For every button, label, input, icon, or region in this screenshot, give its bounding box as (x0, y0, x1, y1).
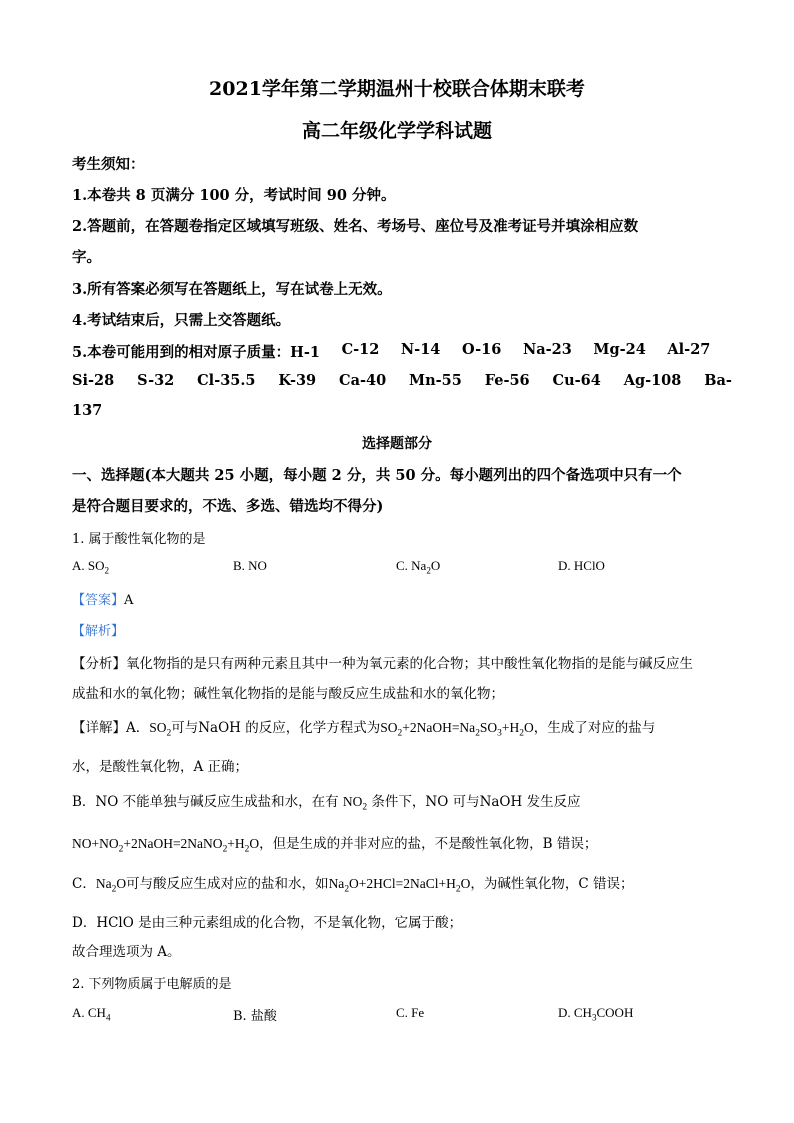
q1-detail-d: D．HClO 是由三种元素组成的化合物，不是氧化物，它属于酸； (72, 915, 463, 931)
q1-answer: 【答案】A (72, 593, 134, 608)
notice-item-3: 3.所有答案必须写在答题纸上，写在试卷上无效。 (72, 281, 392, 298)
atomic-mass-value: C-12 (341, 341, 380, 358)
atomic-mass-value: Ag-108 (623, 372, 682, 389)
atomic-mass-value: Al-27 (667, 341, 711, 358)
atomic-mass-value: Na-23 (522, 341, 572, 358)
atomic-mass-value: Ca-40 (339, 372, 387, 389)
notice-item-2: 2.答题前，在答题卷指定区域填写班级、姓名、考场号、座位号及准考证号并填涂相应数 (72, 218, 639, 235)
atomic-mass-row-1 (72, 341, 732, 362)
atomic-mass-value: Fe-56 (484, 372, 530, 389)
question-2-stem: 2. 下列物质属于电解质的是 (72, 977, 232, 992)
q1-detail-a-line-2: 水，是酸性氧化物，A 正确； (72, 759, 249, 775)
q2-option-a: A. $CH_4$ (72, 1005, 111, 1023)
atomic-mass-value: S-32 (137, 372, 175, 389)
atomic-mass-value: K-39 (278, 372, 317, 389)
q1-detail-b-line-2: $NO+NO_2+2NaOH=2NaNO_2+H_2O$，但是生成的并非对应的盐，不是酸性氧化物，B 错误； (72, 836, 598, 855)
q2-option-c: C. Fe (396, 1005, 425, 1020)
q1-analysis-line-2: 成盐和水的氧化物；碱性氧化物指的是能与酸反应生成盐和水的氧化物； (72, 686, 504, 702)
atomic-mass-value: Cu-64 (552, 372, 601, 389)
q1-analysis-tag: 【解析】 (72, 624, 125, 639)
atomic-mass-row-2 (72, 372, 732, 389)
q1-detail-b-line-1: B．NO 不能单独与碱反应生成盐和水，在有 $NO_2$ 条件下，NO 可与NaOH 发生反应 (72, 794, 581, 813)
question-1-stem: 1. 属于酸性氧化物的是 (72, 532, 206, 547)
exam-subtitle: 高二年级化学学科试题 (301, 120, 492, 142)
q1-option-d: D. HClO (558, 558, 605, 573)
q1-conclusion: 故合理选项为 A。 (72, 944, 181, 960)
atomic-mass-label: 5.本卷可能用到的相对原子质量：H-1 (72, 344, 320, 361)
notice-item-1: 1.本卷共 8 页满分 100 分，考试时间 90 分钟。 (72, 187, 396, 204)
atomic-mass-value: Cl-35.5 (197, 372, 256, 389)
section-heading: 选择题部分 (362, 436, 432, 452)
notice-item-2-cont: 字。 (72, 249, 101, 266)
atomic-mass-value: Ba- (704, 372, 732, 389)
part-instructions-line-1: 一、选择题(本大题共 25 小题，每小题 2 分，共 50 分。每小题列出的四个备选项中只有一个 (72, 467, 682, 484)
atomic-mass-value: Mn-55 (409, 372, 462, 389)
q2-option-d: D. $CH_3COOH$ (558, 1005, 634, 1023)
notice-heading: 考生须知： (72, 156, 145, 173)
atomic-mass-value: N-14 (400, 341, 441, 358)
q1-option-b: B. NO (233, 558, 267, 573)
q2-option-b: B. 盐酸 (233, 1009, 277, 1024)
answer-tag: 【答案】 (72, 593, 125, 608)
q1-analysis-line-1: 【分析】氧化物指的是只有两种元素且其中一种为氧元素的化合物；其中酸性氧化物指的是能与碱反应生 (72, 656, 693, 672)
q1-option-a: A. $SO_2$ (72, 558, 110, 576)
atomic-mass-value: Mg-24 (593, 341, 646, 358)
part-instructions-line-2: 是符合题目要求的，不选、多选、错选均不得分) (72, 498, 384, 515)
notice-item-4: 4.考试结束后，只需上交答题纸。 (72, 312, 291, 329)
atomic-mass-wrap: 137 (72, 402, 103, 419)
exam-title: 2021学年第二学期温州十校联合体期末联考 (209, 78, 585, 100)
atomic-mass-value: Si-28 (72, 372, 115, 389)
atomic-mass-value: O-16 (461, 341, 502, 358)
q1-option-c: C. $Na_2O$ (396, 558, 441, 576)
q1-detail-c: C．$Na_2O$可与酸反应生成对应的盐和水，如$Na_2O+2HCl=2NaCl+H_2O$，为碱性氧化物，C 错误； (72, 876, 634, 895)
q1-detail-a-line-1: 【详解】A．$SO_2$可与NaOH 的反应，化学方程式为$SO_2+2NaOH=Na_2SO_3+H_2O$，生成了对应的盐与 (72, 720, 656, 739)
